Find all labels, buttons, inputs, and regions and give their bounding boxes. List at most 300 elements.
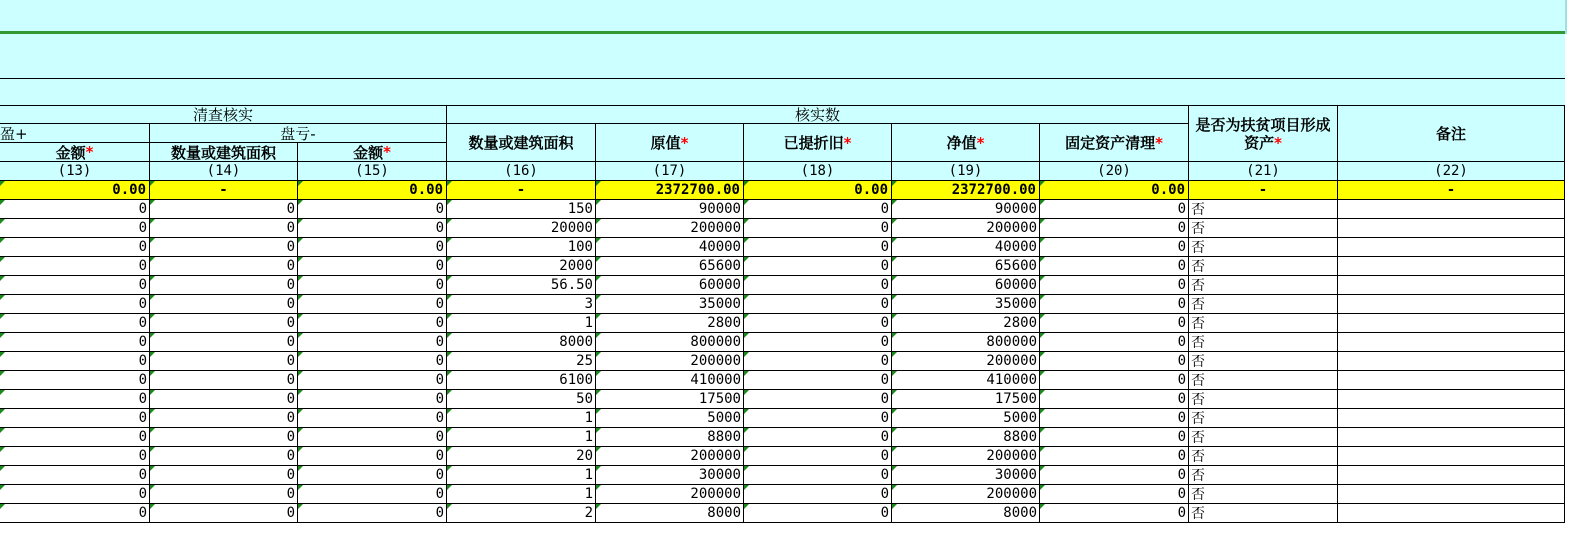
table-cell-text: 0 [1177,353,1186,369]
table-cell[interactable] [744,466,892,485]
table-cell[interactable] [1338,333,1565,352]
top-band [0,0,1565,34]
total-cell[interactable] [1189,181,1338,200]
table-cell-text: 0 [138,448,147,464]
table-cell[interactable] [0,428,150,447]
table-cell-text: 0 [435,296,444,312]
table-cell[interactable] [596,428,744,447]
table-cell[interactable] [1189,219,1338,238]
header-net-text: 净值 [946,134,977,152]
header-qty-verified-text: 数量或建筑面积 [468,134,574,152]
table-cell[interactable] [1189,238,1338,257]
table-cell[interactable] [447,238,596,257]
table-cell[interactable] [1189,276,1338,295]
table-cell[interactable] [744,371,892,390]
table-cell-text: 0 [1177,429,1186,445]
table-cell[interactable] [447,504,596,523]
table-cell-text: 否 [1191,240,1205,256]
table-cell[interactable] [150,352,298,371]
table-cell[interactable] [447,333,596,352]
table-cell[interactable] [1040,390,1189,409]
total-cell[interactable] [892,181,1040,200]
total-cell[interactable] [744,181,892,200]
table-cell-text: 100 [567,239,593,255]
table-cell[interactable] [447,276,596,295]
table-cell-text: 800000 [986,334,1037,350]
table-cell[interactable] [150,295,298,314]
table-cell[interactable] [892,333,1040,352]
table-cell[interactable] [1189,200,1338,219]
table-cell[interactable] [1040,257,1189,276]
column-number-text: (22) [1434,163,1468,179]
required-mark: * [843,133,852,152]
header-cleanup-text: 固定资产清理 [1065,134,1156,152]
table-cell-text: 0 [138,429,147,445]
table-cell[interactable] [447,352,596,371]
required-mark: * [976,133,985,152]
table-cell[interactable] [1338,409,1565,428]
table-cell[interactable] [1040,295,1189,314]
table-cell-text: 0 [286,334,295,350]
table-cell[interactable] [298,219,447,238]
header-group-check-text: 清查核实 [192,106,253,124]
cell-marker [744,371,749,376]
table-cell[interactable] [892,276,1040,295]
table-cell[interactable] [298,390,447,409]
total-cell[interactable] [447,181,596,200]
table-cell[interactable] [447,371,596,390]
table-cell[interactable] [1189,352,1338,371]
table-cell-text: 0 [880,505,889,521]
table-cell[interactable] [744,295,892,314]
table-cell[interactable] [1338,447,1565,466]
cell-marker [744,390,749,395]
table-cell[interactable] [596,219,744,238]
header-remarks [1338,105,1565,162]
table-cell-text: 200000 [986,220,1037,236]
table-cell[interactable] [298,485,447,504]
table-cell-text: 60000 [698,277,741,293]
table-cell[interactable] [1189,333,1338,352]
cell-marker [150,485,155,490]
table-cell[interactable] [0,504,150,523]
required-mark: * [1155,133,1163,152]
table-cell[interactable] [298,409,447,428]
table-cell-text: 0 [880,391,889,407]
table-cell-text: 65600 [698,258,741,274]
table-cell-text: 200000 [986,353,1037,369]
table-cell[interactable] [298,371,447,390]
table-cell[interactable] [298,466,447,485]
table-cell-text: 0 [286,429,295,445]
table-cell[interactable] [150,314,298,333]
column-number-text: (20) [1097,163,1131,179]
cell-marker [0,352,5,357]
table-cell[interactable] [892,485,1040,504]
table-cell-text: 0 [880,334,889,350]
table-cell[interactable] [892,447,1040,466]
table-cell[interactable] [744,352,892,371]
table-cell-text: 否 [1191,335,1205,351]
table-cell-text: 0 [880,277,889,293]
table-cell[interactable] [892,295,1040,314]
cell-marker [0,447,5,452]
table-cell[interactable] [1040,276,1189,295]
table-cell[interactable] [744,200,892,219]
table-cell[interactable] [0,352,150,371]
cell-marker [1040,409,1045,414]
table-cell[interactable] [447,295,596,314]
table-cell[interactable] [150,447,298,466]
table-cell-text: 否 [1191,202,1205,218]
table-cell-text: 1 [584,486,593,502]
table-cell-text: 0 [1177,448,1186,464]
table-cell[interactable] [1040,200,1189,219]
total-cell[interactable] [0,181,150,200]
table-cell[interactable] [596,200,744,219]
table-cell[interactable] [1040,219,1189,238]
table-cell-text: 否 [1191,373,1205,389]
table-cell[interactable] [298,504,447,523]
table-cell[interactable] [0,447,150,466]
table-cell-text: 0 [435,201,444,217]
table-cell[interactable] [0,238,150,257]
table-cell[interactable] [298,333,447,352]
table-cell[interactable] [1338,390,1565,409]
table-cell[interactable] [1040,333,1189,352]
table-cell[interactable] [1040,238,1189,257]
table-cell-text: 0 [1177,201,1186,217]
cell-marker [0,238,5,243]
table-cell[interactable] [1040,314,1189,333]
table-cell[interactable] [744,238,892,257]
table-cell[interactable] [447,466,596,485]
table-cell[interactable] [1338,504,1565,523]
table-cell-text: 0 [435,448,444,464]
table-cell[interactable] [150,238,298,257]
table-cell[interactable] [1338,314,1565,333]
table-cell[interactable] [447,314,596,333]
table-cell-text: 0 [435,410,444,426]
header-depreciation-text: 已提折旧 [783,134,844,152]
cell-marker [596,219,601,224]
cell-marker [892,466,897,471]
header-group-verified-text: 核实数 [794,106,840,124]
cell-marker [150,257,155,262]
table-cell[interactable] [1338,371,1565,390]
table-cell[interactable] [596,447,744,466]
cell-marker [596,390,601,395]
table-cell[interactable] [1338,200,1565,219]
table-cell[interactable] [744,333,892,352]
table-cell[interactable] [447,257,596,276]
table-cell[interactable] [0,219,150,238]
column-number [1338,162,1565,181]
cell-marker [744,314,749,319]
table-cell[interactable] [150,333,298,352]
table-cell[interactable] [892,200,1040,219]
table-cell[interactable] [1040,428,1189,447]
total-cell[interactable] [1338,181,1565,200]
table-cell[interactable] [596,314,744,333]
table-cell-text: 0 [1177,391,1186,407]
table-cell[interactable] [447,200,596,219]
table-cell[interactable] [892,352,1040,371]
cell-marker [596,409,601,414]
table-cell[interactable] [596,466,744,485]
table-cell[interactable] [744,504,892,523]
table-cell[interactable] [1338,276,1565,295]
table-cell[interactable] [1040,466,1189,485]
table-cell-text: 0 [286,220,295,236]
title-band [0,34,1565,79]
table-cell[interactable] [1338,238,1565,257]
table-cell[interactable] [1189,295,1338,314]
table-cell[interactable] [150,390,298,409]
table-cell[interactable] [1189,447,1338,466]
table-cell-text: 5000 [1003,410,1037,426]
table-cell-text: 0 [880,239,889,255]
table-cell[interactable] [0,295,150,314]
table-cell[interactable] [596,390,744,409]
table-cell[interactable] [744,314,892,333]
cell-marker [0,371,5,376]
table-cell[interactable] [892,428,1040,447]
required-mark: * [680,133,689,152]
cell-marker [596,295,601,300]
table-cell[interactable] [1040,352,1189,371]
table-cell-text: 8800 [707,429,741,445]
table-cell[interactable] [0,371,150,390]
table-cell-text: 0 [435,334,444,350]
table-cell[interactable] [1338,428,1565,447]
table-cell[interactable] [744,390,892,409]
table-cell[interactable] [596,276,744,295]
table-cell-text: 90000 [994,201,1037,217]
table-cell[interactable] [1189,390,1338,409]
table-cell[interactable] [1040,409,1189,428]
table-cell[interactable] [892,371,1040,390]
table-cell[interactable] [892,504,1040,523]
table-cell[interactable] [892,466,1040,485]
table-cell[interactable] [744,409,892,428]
cell-marker [298,466,303,471]
table-cell[interactable] [150,409,298,428]
table-cell[interactable] [447,390,596,409]
table-cell-text: 1 [584,410,593,426]
total-cell[interactable] [1040,181,1189,200]
table-cell[interactable] [0,485,150,504]
frame-edge [1565,0,1567,34]
table-cell[interactable] [447,219,596,238]
table-cell-text: 200000 [690,448,741,464]
cell-marker [150,409,155,414]
table-cell[interactable] [892,409,1040,428]
table-cell[interactable] [447,409,596,428]
table-cell[interactable] [596,485,744,504]
table-cell[interactable] [447,485,596,504]
cell-marker [744,352,749,357]
table-cell[interactable] [1189,504,1338,523]
cell-marker [298,390,303,395]
table-cell[interactable] [1040,504,1189,523]
table-cell[interactable] [1189,314,1338,333]
table-cell[interactable] [150,219,298,238]
cell-marker [892,333,897,338]
table-cell[interactable] [596,371,744,390]
table-cell[interactable] [298,352,447,371]
table-cell[interactable] [150,257,298,276]
cell-marker [0,257,5,262]
table-cell[interactable] [1189,409,1338,428]
table-cell[interactable] [892,257,1040,276]
table-cell[interactable] [150,466,298,485]
table-cell[interactable] [150,371,298,390]
column-number-text: (13) [57,163,92,179]
table-cell[interactable] [596,504,744,523]
table-cell[interactable] [150,485,298,504]
table-cell[interactable] [0,466,150,485]
table-cell[interactable] [298,295,447,314]
table-cell[interactable] [150,200,298,219]
table-cell[interactable] [744,276,892,295]
table-cell[interactable] [298,447,447,466]
table-cell[interactable] [1338,466,1565,485]
table-cell[interactable] [744,485,892,504]
table-cell[interactable] [1338,257,1565,276]
table-cell-text: 0 [286,505,295,521]
total-cell[interactable] [150,181,298,200]
cell-marker [0,314,5,319]
table-cell-text: 否 [1191,506,1205,522]
table-cell[interactable] [1189,428,1338,447]
table-cell[interactable] [596,238,744,257]
table-cell-text: 0 [286,296,295,312]
table-cell-text: 0 [880,467,889,483]
cell-marker [298,504,303,509]
table-cell-text: 0 [1177,486,1186,502]
cell-marker [447,485,452,490]
table-cell-text: 否 [1191,449,1205,465]
table-cell[interactable] [1338,352,1565,371]
total-cell[interactable] [298,181,447,200]
total-cell-text: 2372700.00 [655,182,740,198]
cell-marker [596,428,601,433]
table-cell[interactable] [298,238,447,257]
cell-marker [1040,295,1045,300]
total-cell[interactable] [596,181,744,200]
table-cell[interactable] [892,390,1040,409]
table-cell[interactable] [447,447,596,466]
table-cell[interactable] [150,504,298,523]
cell-marker [1040,352,1045,357]
header-net [892,124,1040,162]
header-amount-loss [298,143,447,162]
table-cell[interactable] [744,447,892,466]
cell-marker [1040,428,1045,433]
table-cell[interactable] [1338,295,1565,314]
table-cell[interactable] [150,428,298,447]
total-cell-text: 2372700.00 [951,182,1036,198]
table-cell[interactable] [596,409,744,428]
table-cell[interactable] [596,295,744,314]
table-cell-text: 8000 [1003,505,1037,521]
table-cell[interactable] [0,314,150,333]
cell-marker [1040,485,1045,490]
table-cell[interactable] [744,257,892,276]
header-group-check [0,105,447,124]
table-cell-text: 0 [435,429,444,445]
table-cell[interactable] [892,238,1040,257]
cell-marker [744,238,749,243]
table-cell-text: 0 [138,467,147,483]
table-cell[interactable] [1189,371,1338,390]
cell-marker [447,276,452,281]
table-cell[interactable] [596,257,744,276]
table-cell[interactable] [0,390,150,409]
column-number-text: (18) [800,163,835,179]
table-cell[interactable] [298,428,447,447]
table-cell[interactable] [596,352,744,371]
cell-marker [892,200,897,205]
table-cell[interactable] [744,428,892,447]
table-cell[interactable] [298,276,447,295]
table-cell-text: 1 [584,429,593,445]
cell-marker [596,200,601,205]
cell-marker [892,409,897,414]
table-cell[interactable] [0,409,150,428]
cell-marker [150,181,155,186]
table-cell[interactable] [1040,485,1189,504]
cell-marker [0,390,5,395]
table-cell[interactable] [0,200,150,219]
header-group-verified [447,105,1189,124]
required-mark: * [383,143,391,161]
table-cell[interactable] [1338,485,1565,504]
cell-marker [744,428,749,433]
cell-marker [447,295,452,300]
cell-marker [298,485,303,490]
table-cell[interactable] [298,257,447,276]
table-cell[interactable] [1040,447,1189,466]
table-cell[interactable] [447,428,596,447]
table-cell-text: 0 [435,372,444,388]
table-cell[interactable] [298,314,447,333]
column-number [1189,162,1338,181]
table-cell[interactable] [1189,466,1338,485]
table-cell[interactable] [0,333,150,352]
table-cell[interactable] [1189,257,1338,276]
table-cell[interactable] [1189,485,1338,504]
table-cell[interactable] [150,276,298,295]
table-cell-text: 0 [286,258,295,274]
table-cell[interactable] [892,219,1040,238]
table-cell-text: 0 [286,410,295,426]
table-cell[interactable] [1040,371,1189,390]
table-cell[interactable] [0,276,150,295]
table-cell-text: 否 [1191,487,1205,503]
table-cell[interactable] [744,219,892,238]
table-cell-text: 0 [286,315,295,331]
table-cell-text: 20000 [550,220,593,236]
table-cell[interactable] [596,333,744,352]
table-cell[interactable] [892,314,1040,333]
header-original-text: 原值 [650,134,681,152]
table-cell-text: 0 [286,277,295,293]
table-cell[interactable] [1338,219,1565,238]
table-cell[interactable] [0,257,150,276]
table-cell[interactable] [298,200,447,219]
